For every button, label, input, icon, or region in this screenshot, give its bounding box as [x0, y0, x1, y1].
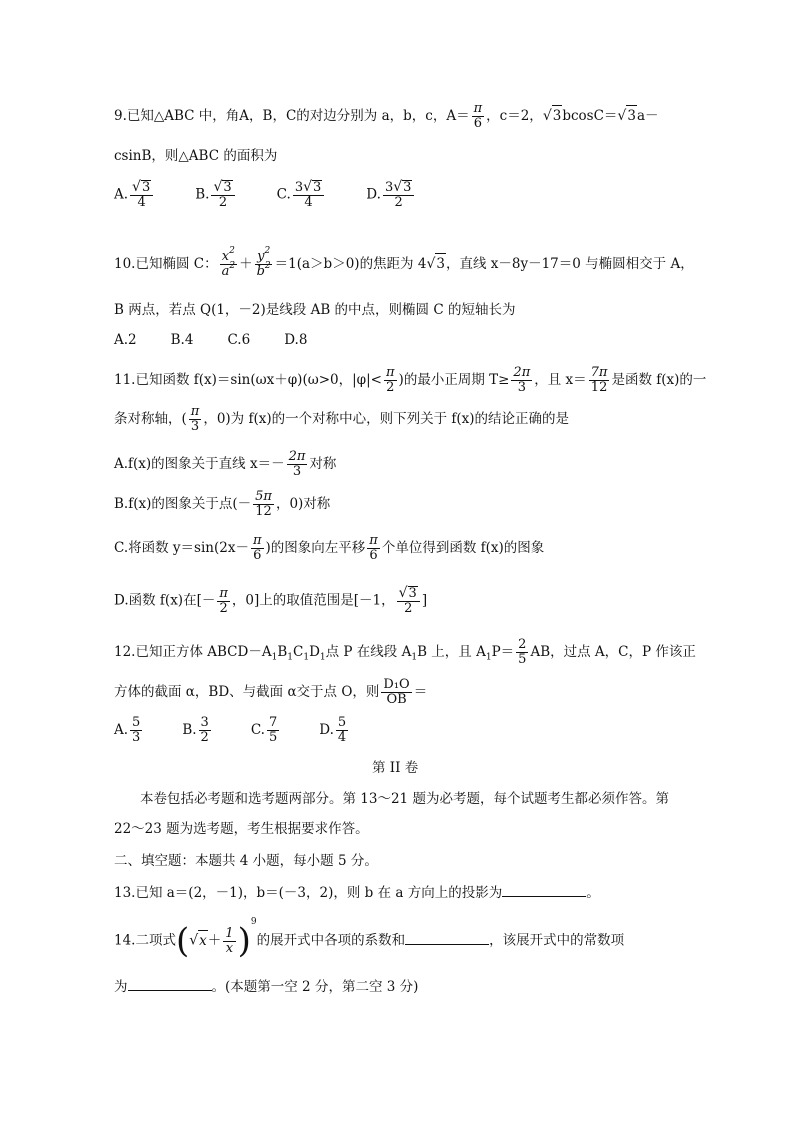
sqrt-icon: √ — [542, 108, 552, 124]
answer-blank[interactable] — [502, 882, 586, 897]
q10-line1: 10.已知椭圆 C： $\frac{x^2}{a^2}$ ＋ $\frac{y^2}{b^2}$ ＝1(a＞b＞0)的焦距为 4√3，直线 x－8y－17＝0 与椭圆相交于 A， — [114, 246, 694, 279]
q9-text: bcosC＝ — [562, 108, 618, 124]
option-b: B.4 — [170, 332, 194, 348]
option-a: A.2 — [114, 332, 137, 348]
q11-text: )的最小正周期 T≥ — [398, 372, 510, 388]
q12-option: B. $\frac{3}{2}$ — [182, 715, 209, 745]
answer-blank[interactable] — [405, 930, 489, 945]
q12-option: A. $\frac{5}{3}$ — [114, 715, 141, 745]
sqrt-icon: √ — [398, 585, 408, 601]
q11-text: ，0)为 f(x)的一个对称中心，则下列关于 f(x)的结论正确的是 — [203, 411, 570, 427]
sqrt-icon: √ — [617, 108, 627, 124]
part2-heading: 二、填空题：本题共 4 小题，每小题 5 分。 — [114, 853, 378, 869]
q10-line2: B 两点，若点 Q(1，－2)是线段 AB 的中点，则椭圆 C 的短轴长为 — [114, 302, 516, 318]
q11-center-fraction: $\frac{\pi}{3}$ — [190, 404, 200, 434]
frac-den: 6 — [473, 116, 483, 131]
q11-text: 11.已知函数 f(x)＝sin(ωx＋φ)(ω>0，|φ|< — [114, 372, 382, 388]
fraction: $\frac{2\pi}{3}$ — [288, 449, 306, 479]
q12-options — [114, 716, 388, 745]
q11-x-fraction: $\frac{7\pi}{12}$ — [590, 365, 608, 395]
q11-option-b: B.f(x)的图象关于点(－ $\frac{5\pi}{12}$ ，0)对称 — [114, 489, 331, 519]
q11-text: 是函数 f(x)的一 — [611, 372, 707, 388]
q10-text: 10.已知椭圆 C： — [114, 256, 218, 272]
sqrt-radicand: 3 — [435, 253, 446, 274]
q11-line1 — [114, 366, 706, 395]
q11-text: ，且 x＝ — [534, 372, 587, 388]
q9-option: C. $\frac{3√3}{4}$ — [277, 180, 327, 210]
q14-line1: 14.二项式(√x＋ $\frac{1}{x}$ )$^9$的展开式中各项的系数和 ，该展开式中的常数项 — [114, 917, 625, 961]
q9-text: 9.已知△ABC 中，角A，B，C的对边分别为 a，b，c，A＝ — [114, 108, 470, 124]
section-title: 第 II 卷 — [372, 760, 419, 776]
q9-options — [114, 180, 456, 210]
q9-option: B. $\frac{√3}{2}$ — [195, 180, 236, 210]
q13: 13.已知 a＝(2，－1)，b＝(－3，2)，则 b 在 a 方向上的投影为 。 — [114, 882, 600, 903]
fraction: $\frac{\pi}{6}$ — [252, 533, 262, 563]
q9-option: A. $\frac{√3}{4}$ — [114, 180, 155, 210]
q9-text: ，c＝2， — [486, 108, 543, 124]
left-paren-icon: ( — [175, 921, 190, 961]
fraction: $\frac{\pi}{6}$ — [369, 533, 378, 563]
q10-text: 的焦距为 4 — [359, 256, 427, 272]
right-paren-icon: ) — [237, 921, 251, 961]
q12-option: C. $\frac{7}{5}$ — [250, 715, 278, 745]
fraction: $\frac{2}{5}$ — [518, 637, 527, 667]
q10-y-fraction: $\frac{y^2}{b^2}$ — [256, 246, 271, 279]
frac-num: x — [221, 249, 230, 264]
q9-option: D. $\frac{3√3}{2}$ — [366, 180, 416, 210]
frac-num: π — [473, 101, 483, 116]
q14-line2: 为 。(本题第一空 2 分，第二空 3 分) — [114, 976, 418, 997]
fraction: $\frac{√3}{2}$ — [397, 586, 420, 616]
q12-line1: 12.已知正方体 $ABCD-A_1B_1C_1D_1$点 P 在线段 $A_1B$ 上，且 $A_1P=$ $\frac{2}{5}$ AB，过点 A，C，P 作该正 — [114, 637, 696, 667]
sqrt-icon: √ — [426, 256, 436, 272]
ratio-fraction: $\frac{\text{D₁O}}{OB}$ — [383, 677, 410, 707]
intro-line2: 22～23 题为选考题，考生根据要求作答。 — [114, 821, 369, 837]
q10-eq: ＝1(a＞b＞0) — [274, 256, 360, 272]
q11-text: 条对称轴，( — [114, 411, 187, 427]
q11-line2 — [114, 405, 569, 434]
sqrt-radicand: 3 — [626, 105, 637, 126]
option-c: C.6 — [227, 332, 251, 348]
q10-x-fraction: $\frac{x^2}{a^2}$ — [221, 246, 236, 279]
fraction: $\frac{1}{x}$ — [225, 925, 234, 956]
frac-den: a — [221, 264, 230, 279]
q12-option: D. $\frac{5}{4}$ — [319, 715, 347, 745]
sqrt-radicand: 3 — [552, 105, 563, 126]
intro-line1: 本卷包括必考题和选考题两部分。第 13～21 题为必考题，每个试题考生都必须作答。第 — [140, 791, 669, 807]
q9-text: a－ — [636, 108, 659, 124]
fraction: $\frac{5\pi}{12}$ — [255, 489, 272, 519]
sqrt-icon: √ — [189, 932, 199, 949]
q9-angle-fraction — [472, 102, 485, 131]
q9-line2: csinB，则△ABC 的面积为 — [114, 148, 278, 164]
q11-option-c: C.将函数 y＝sin(2x－ $\frac{\pi}{6}$ )的图象向左平移 $\frac{\pi}{6}$ 个单位得到函数 f(x)的图象 — [114, 533, 545, 563]
q11-T-fraction: $\frac{2\pi}{3}$ — [513, 365, 531, 395]
q10-text: ，直线 x－8y－17＝0 与椭圆相交于 A， — [445, 256, 694, 272]
q11-option-d: D.函数 f(x)在[－ $\frac{\pi}{2}$ ，0]上的取值范围是[－1， $\frac{√3}{2}$ ] — [114, 585, 428, 616]
q10-options — [114, 330, 347, 350]
q11-phi-fraction: $\frac{\pi}{2}$ — [386, 365, 395, 395]
q12-line2: 方体的截面 α，BD、与截面 α交于点 O，则 $\frac{\text{D₁O}}{OB}$ ＝ — [114, 677, 428, 707]
frac-num: y — [257, 249, 265, 264]
q11-option-a: A.f(x)的图象关于直线 x＝－ $\frac{2\pi}{3}$ 对称 — [114, 449, 337, 479]
answer-blank[interactable] — [128, 976, 212, 991]
fraction: $\frac{\pi}{2}$ — [219, 585, 228, 616]
frac-den: b — [256, 264, 265, 279]
option-d: D.8 — [284, 332, 308, 348]
q9-line1 — [114, 102, 659, 131]
